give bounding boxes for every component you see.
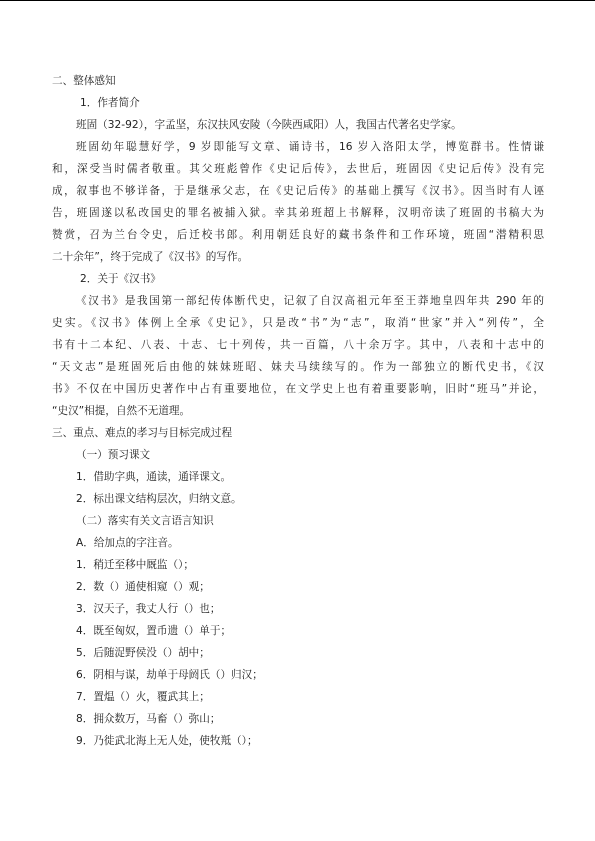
about-hanshu-line-4: “天文志”是班固死后由他的妹妹班昭、妹夫马续续写的。作为一部独立的断代史书，《汉 (52, 361, 544, 373)
knowledge-item-3: 3．汉天子，我丈人行（）也； (76, 603, 221, 615)
preview-heading: （一）预习课文 (76, 449, 151, 461)
author-intro-line-4: 告，班固遂以私改国史的罪名被捕入狱。幸其弟班超上书解释，汉明帝读了班固的书稿大为 (52, 207, 544, 219)
knowledge-item-6: 6．阴相与谋，劫单于母阏氏（）归汉； (76, 669, 263, 681)
author-intro-para1: 班固（32-92），字孟坚，东汉扶风安陵（今陕西咸阳）人，我国古代著名史学家。 (76, 119, 462, 131)
about-hanshu-line-3: 书有十二本纪、八表、十志、七十列传，共一百篇，八十余万字。其中，八表和十志中的 (52, 339, 544, 351)
knowledge-item-9: 9．乃徙武北海上无人处，使牧羝（）； (76, 735, 258, 747)
page-top-border (0, 0, 595, 1)
knowledge-item-7: 7．置煴（）火，覆武其上； (76, 691, 210, 703)
about-hanshu-heading: 2．关于《汉书》 (80, 273, 161, 285)
author-intro-line-3: 成，叙事也不够详备，于是继承父志，在《史记后传》的基础上撰写《汉书》。因当时有人诬 (52, 185, 544, 197)
about-hanshu-line-5: 书》不仅在中国历史著作中占有重要地位，在文学史上也有着重要影响，旧时“班马”并论， (52, 383, 544, 395)
author-intro-line-6: 二十余年”，终于完成了《汉书》的写作。 (52, 251, 249, 263)
author-intro-line-5: 赞赏，召为兰台令史，后迁校书郎。利用朝廷良好的藏书条件和工作环境，班固“潜精积思 (52, 229, 544, 241)
knowledge-item-1: 1．稍迁至移中厩监（）； (76, 559, 194, 571)
knowledge-item-4: 4．既至匈奴，置币遗（）单于； (76, 625, 232, 637)
author-intro-heading: 1．作者简介 (80, 97, 140, 109)
preview-item-1: 1．借助字典，通读，通译课文。 (76, 471, 232, 483)
knowledge-item-2: 2．数（）通使相窥（）观； (76, 581, 210, 593)
about-hanshu-line-6: “史汉”相提，自然不无道理。 (52, 405, 191, 417)
knowledge-heading: （二）落实有关文言语言知识 (76, 515, 214, 527)
knowledge-item-5: 5．后随浞野侯没（）胡中； (76, 647, 210, 659)
section-2-title: 二、整体感知 (52, 75, 116, 87)
preview-item-2: 2．标出课文结构层次，归纳文意。 (76, 493, 242, 505)
knowledge-sub-heading: A．给加点的字注音。 (76, 537, 179, 549)
about-hanshu-line-1: 《汉书》是我国第一部纪传体断代史，记叙了自汉高祖元年至王莽地皇四年共 290 年的 (76, 295, 544, 307)
author-intro-line-1: 班固幼年聪慧好学，9 岁即能写文章、诵诗书，16 岁入洛阳太学，博览群书。性情谦 (76, 141, 544, 153)
section-3-title: 三、重点、难点的孝习与目标完成过程 (52, 427, 233, 439)
about-hanshu-line-2: 史实。《汉书》体例上全承《史记》，只是改“书”为“志”，取消“世家”并入“列传”，全 (52, 317, 544, 329)
knowledge-item-8: 8．拥众数万，马畜（）弥山； (76, 713, 221, 725)
document-body (52, 70, 544, 752)
author-intro-line-2: 和，深受当时儒者敬重。其父班彪曾作《史记后传》，去世后，班固因《史记后传》没有完 (52, 163, 544, 175)
